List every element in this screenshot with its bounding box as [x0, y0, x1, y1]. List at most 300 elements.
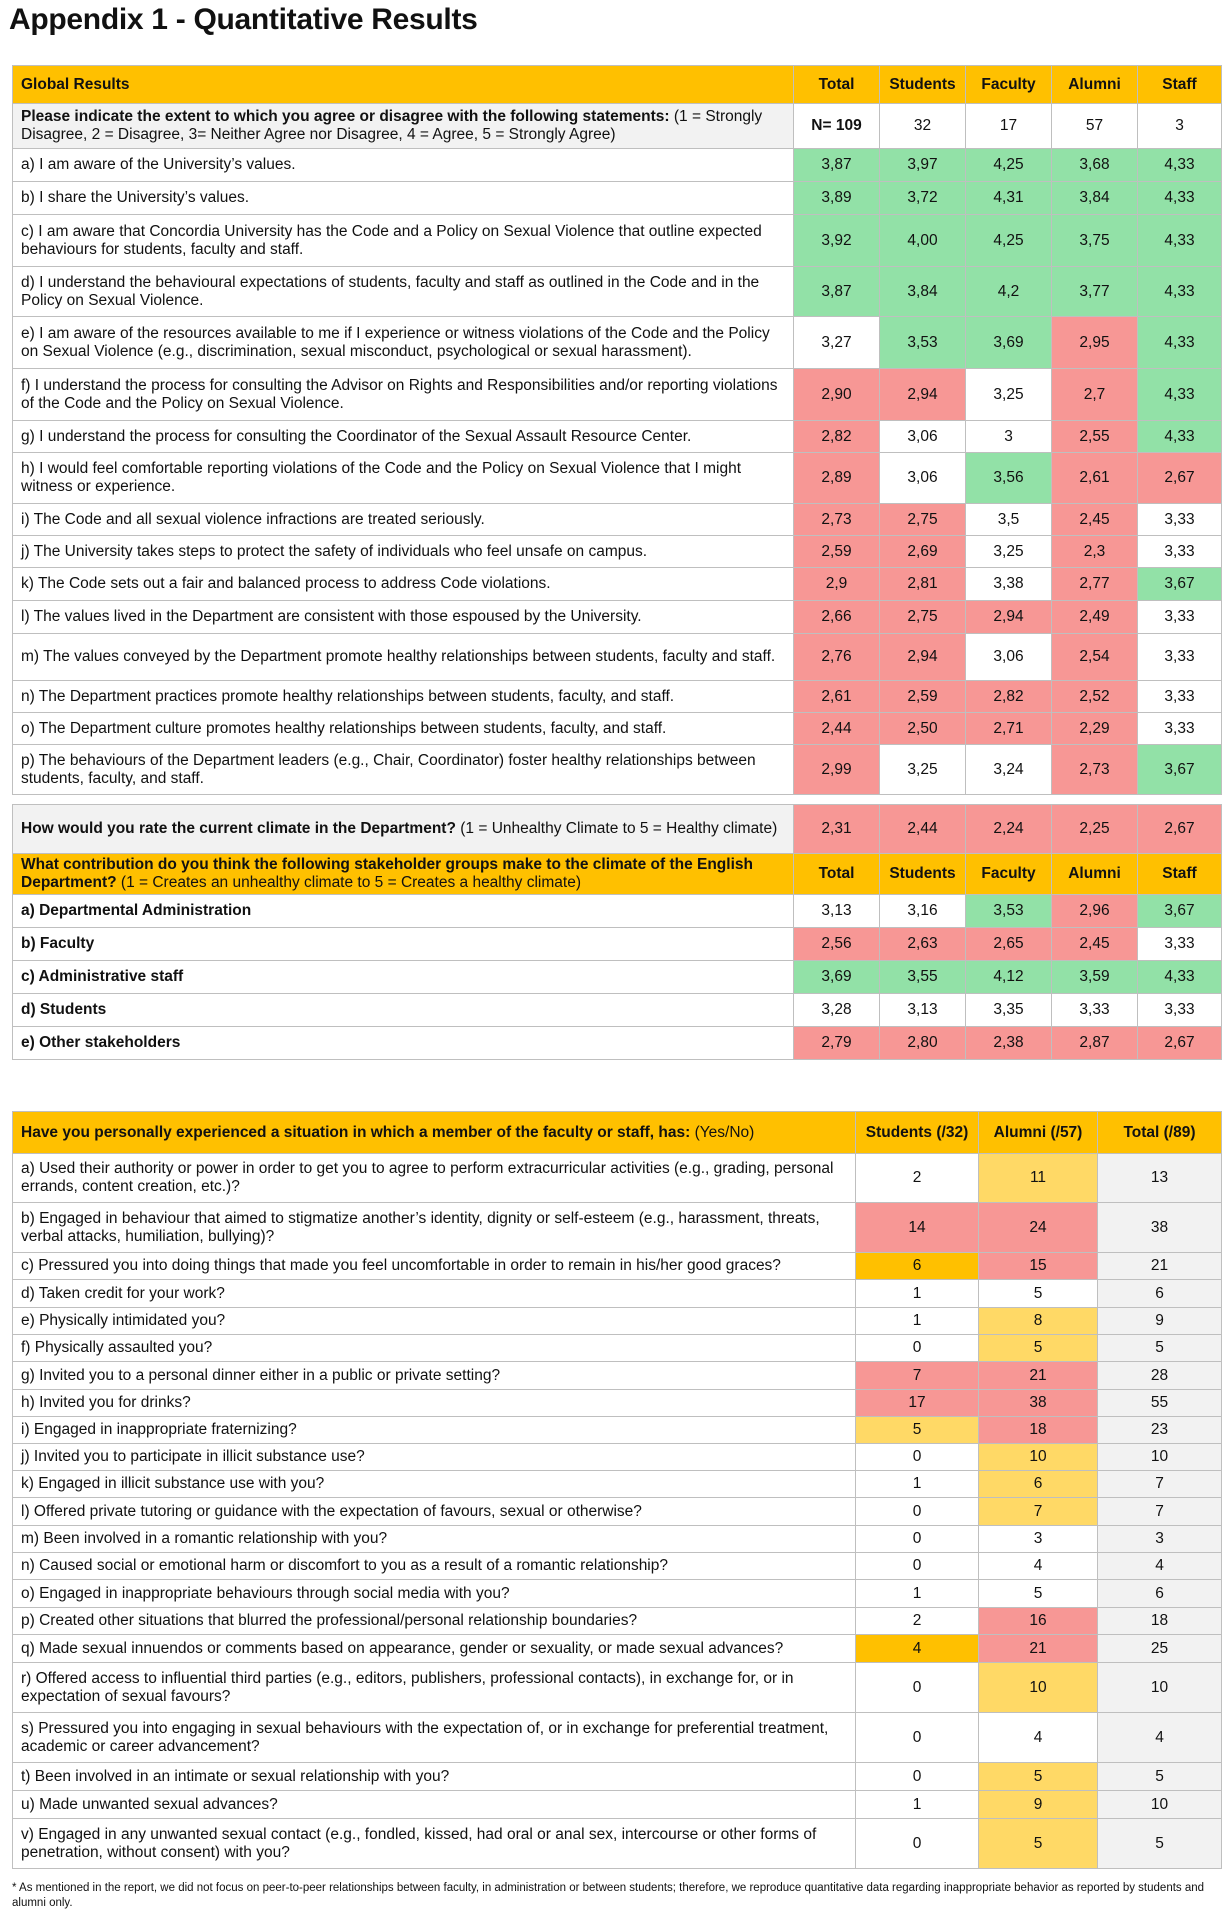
count-cell: 7 [856, 1362, 979, 1390]
experience-question-scale: (Yes/No) [690, 1123, 755, 1141]
count-cell: 1 [856, 1580, 979, 1608]
statement-label: n) The Department practices promote healthy relationships between students, faculty, and staff. [13, 681, 794, 713]
experience-label: v) Engaged in any unwanted sexual contact (e.g., fondled, kissed, had oral or anal sex, intercourse or other forms of penetration, without consent) with you? [13, 1819, 856, 1869]
experience-label: k) Engaged in illicit substance use with you? [13, 1471, 856, 1498]
score-cell: 3,06 [966, 634, 1052, 681]
experience-row [13, 1308, 1222, 1335]
statement-row [13, 601, 1222, 634]
count-cell: 0 [856, 1763, 979, 1791]
statement-label: m) The values conveyed by the Department promote healthy relationships between students, faculty and staff. [13, 634, 794, 681]
experience-row [13, 1663, 1222, 1713]
count-cell: 10 [1098, 1663, 1222, 1713]
experience-row [13, 1713, 1222, 1763]
experience-row [13, 1608, 1222, 1635]
count-cell: 4 [856, 1635, 979, 1663]
statement-row [13, 453, 1222, 504]
count-cell: 38 [1098, 1203, 1222, 1253]
count-cell: 3 [979, 1526, 1098, 1553]
score-cell: 4,00 [880, 215, 966, 267]
climate-row [13, 805, 1222, 854]
score-cell: 2,61 [794, 681, 880, 713]
score-cell: 3,87 [794, 267, 880, 317]
stakeholder-score-cell: 2,63 [880, 928, 966, 961]
score-cell: 4,33 [1138, 182, 1222, 215]
experience-row [13, 1253, 1222, 1280]
stakeholder-score-cell: 3,33 [1138, 928, 1222, 961]
count-cell: 1 [856, 1308, 979, 1335]
sample-size-alumni: 57 [1052, 104, 1138, 149]
count-cell: 6 [1098, 1280, 1222, 1308]
score-cell: 3,89 [794, 182, 880, 215]
score-cell: 3,27 [794, 317, 880, 369]
experience-label: j) Invited you to participate in illicit substance use? [13, 1444, 856, 1471]
experience-row [13, 1280, 1222, 1308]
count-cell: 1 [856, 1471, 979, 1498]
score-cell: 4,33 [1138, 215, 1222, 267]
statement-label: b) I share the University’s values. [13, 182, 794, 215]
statement-row [13, 267, 1222, 317]
column-header-alumni: Alumni [1052, 66, 1138, 104]
count-cell: 7 [1098, 1498, 1222, 1526]
score-cell: 2,66 [794, 601, 880, 634]
experience-row [13, 1763, 1222, 1791]
experience-table [12, 1111, 1222, 1869]
score-cell: 4,33 [1138, 149, 1222, 182]
score-cell: 3,53 [880, 317, 966, 369]
stakeholder-label: e) Other stakeholders [13, 1027, 794, 1060]
stakeholder-row [13, 961, 1222, 994]
count-cell: 5 [979, 1819, 1098, 1869]
score-cell: 2,99 [794, 745, 880, 795]
statement-label: g) I understand the process for consulting the Coordinator of the Sexual Assault Resource Center. [13, 421, 794, 453]
stakeholder-score-cell: 2,80 [880, 1027, 966, 1060]
score-cell: 3,33 [1138, 713, 1222, 745]
count-cell: 18 [979, 1417, 1098, 1444]
count-cell: 0 [856, 1498, 979, 1526]
stakeholder-column-header: Students [880, 854, 966, 895]
experience-row [13, 1390, 1222, 1417]
experience-row [13, 1498, 1222, 1526]
statement-row [13, 568, 1222, 601]
sample-size-staff: 3 [1138, 104, 1222, 149]
experience-label: t) Been involved in an intimate or sexual relationship with you? [13, 1763, 856, 1791]
count-cell: 5 [979, 1580, 1098, 1608]
count-cell: 0 [856, 1663, 979, 1713]
experience-row [13, 1580, 1222, 1608]
experience-label: l) Offered private tutoring or guidance with the expectation of favours, sexual or otherwise? [13, 1498, 856, 1526]
score-cell: 3,72 [880, 182, 966, 215]
count-cell: 10 [1098, 1444, 1222, 1471]
score-cell: 2,69 [880, 536, 966, 568]
count-cell: 9 [979, 1791, 1098, 1819]
score-cell: 3,25 [880, 745, 966, 795]
score-cell: 2,94 [966, 601, 1052, 634]
experience-row [13, 1335, 1222, 1362]
count-cell: 4 [1098, 1713, 1222, 1763]
count-cell: 6 [856, 1253, 979, 1280]
score-cell: 2,75 [880, 504, 966, 536]
count-cell: 1 [856, 1791, 979, 1819]
stakeholder-column-header: Alumni [1052, 854, 1138, 895]
column-header-total: Total [794, 66, 880, 104]
score-cell: 2,44 [794, 713, 880, 745]
score-cell: 3,69 [966, 317, 1052, 369]
stakeholder-score-cell: 2,87 [1052, 1027, 1138, 1060]
experience-row [13, 1471, 1222, 1498]
score-cell: 2,75 [880, 601, 966, 634]
count-cell: 6 [979, 1471, 1098, 1498]
statement-row [13, 149, 1222, 182]
count-cell: 23 [1098, 1417, 1222, 1444]
count-cell: 1 [856, 1280, 979, 1308]
score-cell: 3,06 [880, 453, 966, 504]
stakeholder-row [13, 895, 1222, 928]
column-header-staff: Staff [1138, 66, 1222, 104]
climate-score-cell: 2,25 [1052, 805, 1138, 854]
stakeholder-score-cell: 3,69 [794, 961, 880, 994]
experience-row [13, 1203, 1222, 1253]
statement-label: k) The Code sets out a fair and balanced process to address Code violations. [13, 568, 794, 601]
score-cell: 2,45 [1052, 504, 1138, 536]
experience-label: m) Been involved in a romantic relationship with you? [13, 1526, 856, 1553]
score-cell: 3 [966, 421, 1052, 453]
count-cell: 9 [1098, 1308, 1222, 1335]
experience-row [13, 1417, 1222, 1444]
count-cell: 10 [979, 1663, 1098, 1713]
footnote: * As mentioned in the report, we did not focus on peer-to-peer relationships between faculty, in administration or between students; therefore, we reproduce quantitative data regarding inappropriate behavior as reported by students and alumni only. [12, 1882, 1205, 1909]
score-cell: 3,33 [1138, 504, 1222, 536]
score-cell: 2,61 [1052, 453, 1138, 504]
stakeholder-label: c) Administrative staff [13, 961, 794, 994]
score-cell: 4,2 [966, 267, 1052, 317]
statement-row [13, 713, 1222, 745]
score-cell: 2,77 [1052, 568, 1138, 601]
experience-row [13, 1553, 1222, 1580]
score-cell: 3,25 [966, 536, 1052, 568]
score-cell: 2,81 [880, 568, 966, 601]
count-cell: 4 [979, 1553, 1098, 1580]
count-cell: 16 [979, 1608, 1098, 1635]
score-cell: 4,25 [966, 215, 1052, 267]
stakeholder-column-header: Total [794, 854, 880, 895]
count-cell: 28 [1098, 1362, 1222, 1390]
stakeholder-row [13, 928, 1222, 961]
count-cell: 38 [979, 1390, 1098, 1417]
experience-label: r) Offered access to influential third parties (e.g., editors, publishers, professional contacts), in exchange for, or in expectation of sexual favours? [13, 1663, 856, 1713]
score-cell: 2,95 [1052, 317, 1138, 369]
score-cell: 3,06 [880, 421, 966, 453]
score-cell: 4,33 [1138, 421, 1222, 453]
statement-label: f) I understand the process for consulting the Advisor on Rights and Responsibilities and/or reporting violations of the Code and the Policy on Sexual Violence. [13, 369, 794, 421]
stakeholder-score-cell: 3,13 [880, 994, 966, 1027]
count-cell: 7 [1098, 1471, 1222, 1498]
sample-size-students: 32 [880, 104, 966, 149]
statement-label: o) The Department culture promotes healthy relationships between students, faculty, and staff. [13, 713, 794, 745]
score-cell: 2,73 [1052, 745, 1138, 795]
stakeholder-column-header: Staff [1138, 854, 1222, 895]
sample-size-total: N= 109 [794, 104, 880, 149]
stakeholder-score-cell: 3,59 [1052, 961, 1138, 994]
stakeholder-score-cell: 3,13 [794, 895, 880, 928]
score-cell: 2,55 [1052, 421, 1138, 453]
score-cell: 2,7 [1052, 369, 1138, 421]
count-cell: 21 [979, 1635, 1098, 1663]
count-cell: 18 [1098, 1608, 1222, 1635]
stakeholder-score-cell: 2,56 [794, 928, 880, 961]
score-cell: 3,33 [1138, 536, 1222, 568]
count-cell: 8 [979, 1308, 1098, 1335]
experience-label: i) Engaged in inappropriate fraternizing? [13, 1417, 856, 1444]
count-cell: 2 [856, 1154, 979, 1203]
count-cell: 0 [856, 1444, 979, 1471]
stakeholder-header-row [13, 854, 1222, 895]
climate-score-cell: 2,31 [794, 805, 880, 854]
count-cell: 5 [856, 1417, 979, 1444]
score-cell: 3,68 [1052, 149, 1138, 182]
stakeholder-score-cell: 3,53 [966, 895, 1052, 928]
score-cell: 2,49 [1052, 601, 1138, 634]
score-cell: 3,67 [1138, 568, 1222, 601]
count-cell: 13 [1098, 1154, 1222, 1203]
score-cell: 3,25 [966, 369, 1052, 421]
stakeholder-score-cell: 2,67 [1138, 1027, 1222, 1060]
count-cell: 5 [979, 1335, 1098, 1362]
count-cell: 3 [1098, 1526, 1222, 1553]
experience-row [13, 1635, 1222, 1663]
score-cell: 3,33 [1138, 634, 1222, 681]
score-cell: 2,50 [880, 713, 966, 745]
climate-score-cell: 2,44 [880, 805, 966, 854]
score-cell: 3,33 [1138, 601, 1222, 634]
statement-row [13, 215, 1222, 267]
stakeholder-score-cell: 2,45 [1052, 928, 1138, 961]
count-cell: 2 [856, 1608, 979, 1635]
column-header-students: Students [880, 66, 966, 104]
stakeholder-question-scale: (1 = Creates an unhealthy climate to 5 = Creates a healthy climate) [116, 874, 581, 891]
stakeholder-score-cell: 2,96 [1052, 895, 1138, 928]
score-cell: 4,33 [1138, 369, 1222, 421]
stakeholder-score-cell: 2,65 [966, 928, 1052, 961]
column-header-students-count: Students (/32) [856, 1112, 979, 1154]
score-cell: 2,94 [880, 369, 966, 421]
column-header-alumni-count: Alumni (/57) [979, 1112, 1098, 1154]
score-cell: 2,3 [1052, 536, 1138, 568]
page-title: Appendix 1 - Quantitative Results [9, 3, 478, 36]
statement-label: e) I am aware of the resources available to me if I experience or witness violations of the Code and the Policy on Sexual Violence (e.g., discrimination, sexual misconduct, psychological or sexual harassment). [13, 317, 794, 369]
stakeholder-score-cell: 3,16 [880, 895, 966, 928]
experience-label: f) Physically assaulted you? [13, 1335, 856, 1362]
stakeholder-row [13, 1027, 1222, 1060]
sample-size-faculty: 17 [966, 104, 1052, 149]
score-cell: 4,25 [966, 149, 1052, 182]
statement-label: c) I am aware that Concordia University has the Code and a Policy on Sexual Violence that outline expected behaviours for students, faculty and staff. [13, 215, 794, 267]
score-cell: 2,73 [794, 504, 880, 536]
count-cell: 0 [856, 1713, 979, 1763]
count-cell: 21 [979, 1362, 1098, 1390]
climate-question [13, 805, 794, 854]
experience-header-row [13, 1112, 1222, 1154]
count-cell: 5 [1098, 1763, 1222, 1791]
statement-row [13, 745, 1222, 795]
climate-question-text: How would you rate the current climate in the Department? [21, 820, 456, 837]
statement-row [13, 634, 1222, 681]
statement-label: a) I am aware of the University’s values. [13, 149, 794, 182]
experience-row [13, 1526, 1222, 1553]
experience-label: g) Invited you to a personal dinner either in a public or private setting? [13, 1362, 856, 1390]
statement-row [13, 182, 1222, 215]
stakeholder-score-cell: 3,28 [794, 994, 880, 1027]
statement-row [13, 421, 1222, 453]
score-cell: 2,59 [794, 536, 880, 568]
global-results-heading: Global Results [13, 66, 794, 104]
score-cell: 3,84 [1052, 182, 1138, 215]
global-results-table [12, 65, 1222, 1060]
stakeholder-score-cell: 2,79 [794, 1027, 880, 1060]
score-cell: 4,33 [1138, 267, 1222, 317]
experience-question [13, 1112, 856, 1154]
section-spacer [13, 795, 1222, 805]
count-cell: 24 [979, 1203, 1098, 1253]
count-cell: 0 [856, 1526, 979, 1553]
statement-row [13, 681, 1222, 713]
stakeholder-score-cell: 2,38 [966, 1027, 1052, 1060]
stakeholder-score-cell: 3,67 [1138, 895, 1222, 928]
count-cell: 0 [856, 1553, 979, 1580]
experience-label: c) Pressured you into doing things that made you feel uncomfortable in order to remain in his/her good graces? [13, 1253, 856, 1280]
count-cell: 55 [1098, 1390, 1222, 1417]
score-cell: 3,67 [1138, 745, 1222, 795]
count-cell: 21 [1098, 1253, 1222, 1280]
statement-row [13, 317, 1222, 369]
statement-label: j) The University takes steps to protect the safety of individuals who feel unsafe on campus. [13, 536, 794, 568]
experience-label: s) Pressured you into engaging in sexual behaviours with the expectation of, or in exchange for preferential treatment, academic or career advancement? [13, 1713, 856, 1763]
experience-label: b) Engaged in behaviour that aimed to stigmatize another’s identity, dignity or self-esteem (e.g., harassment, threats, verbal attacks, humiliation, bullying)? [13, 1203, 856, 1253]
experience-row [13, 1154, 1222, 1203]
experience-row [13, 1362, 1222, 1390]
stakeholder-score-cell: 3,33 [1052, 994, 1138, 1027]
count-cell: 25 [1098, 1635, 1222, 1663]
stakeholder-score-cell: 3,55 [880, 961, 966, 994]
count-cell: 14 [856, 1203, 979, 1253]
stakeholder-row [13, 994, 1222, 1027]
statement-label: i) The Code and all sexual violence infractions are treated seriously. [13, 504, 794, 536]
score-cell: 2,29 [1052, 713, 1138, 745]
statement-label: p) The behaviours of the Department leaders (e.g., Chair, Coordinator) foster healthy relationships between students, faculty, and staff. [13, 745, 794, 795]
count-cell: 4 [1098, 1553, 1222, 1580]
column-header-faculty: Faculty [966, 66, 1052, 104]
climate-question-scale: (1 = Unhealthy Climate to 5 = Healthy climate) [455, 820, 778, 837]
score-cell: 3,77 [1052, 267, 1138, 317]
count-cell: 5 [979, 1280, 1098, 1308]
count-cell: 10 [979, 1444, 1098, 1471]
stakeholder-question-text: What contribution do you think the following stakeholder groups make to the climate of the English Department? [21, 856, 753, 891]
statement-label: l) The values lived in the Department are consistent with those espoused by the University. [13, 601, 794, 634]
score-cell: 4,33 [1138, 317, 1222, 369]
climate-score-cell: 2,24 [966, 805, 1052, 854]
count-cell: 7 [979, 1498, 1098, 1526]
score-cell: 2,90 [794, 369, 880, 421]
statement-row [13, 536, 1222, 568]
score-cell: 3,92 [794, 215, 880, 267]
experience-question-text: Have you personally experienced a situation in which a member of the faculty or staff, has: [21, 1123, 691, 1141]
statement-intro-text [13, 104, 794, 149]
statement-label: d) I understand the behavioural expectations of students, faculty and staff as outlined in the Code and in the Policy on Sexual Violence. [13, 267, 794, 317]
count-cell: 4 [979, 1713, 1098, 1763]
score-cell: 3,24 [966, 745, 1052, 795]
experience-label: u) Made unwanted sexual advances? [13, 1791, 856, 1819]
statement-row [13, 369, 1222, 421]
score-cell: 3,75 [1052, 215, 1138, 267]
stakeholder-question [13, 854, 794, 895]
count-cell: 5 [979, 1763, 1098, 1791]
score-cell: 3,84 [880, 267, 966, 317]
score-cell: 2,67 [1138, 453, 1222, 504]
score-cell: 2,9 [794, 568, 880, 601]
score-cell: 4,31 [966, 182, 1052, 215]
column-header-total-count: Total (/89) [1098, 1112, 1222, 1154]
count-cell: 17 [856, 1390, 979, 1417]
score-cell: 2,54 [1052, 634, 1138, 681]
experience-label: n) Caused social or emotional harm or discomfort to you as a result of a romantic relationship? [13, 1553, 856, 1580]
experience-row [13, 1791, 1222, 1819]
global-results-header-row [13, 66, 1222, 104]
count-cell: 0 [856, 1335, 979, 1362]
score-cell: 2,52 [1052, 681, 1138, 713]
stakeholder-score-cell: 3,33 [1138, 994, 1222, 1027]
climate-score-cell: 2,67 [1138, 805, 1222, 854]
score-cell: 3,97 [880, 149, 966, 182]
score-cell: 2,89 [794, 453, 880, 504]
statement-row [13, 504, 1222, 536]
experience-row [13, 1819, 1222, 1869]
experience-label: o) Engaged in inappropriate behaviours through social media with you? [13, 1580, 856, 1608]
statement-intro-scale: (1 = Strongly Disagree, 2 = Disagree, 3= Neither Agree nor Disagree, 4 = Agree, 5 = Strongly Agree) [21, 108, 763, 143]
count-cell: 5 [1098, 1819, 1222, 1869]
score-cell: 3,5 [966, 504, 1052, 536]
score-cell: 2,59 [880, 681, 966, 713]
experience-label: e) Physically intimidated you? [13, 1308, 856, 1335]
count-cell: 15 [979, 1253, 1098, 1280]
stakeholder-score-cell: 4,12 [966, 961, 1052, 994]
score-cell: 3,38 [966, 568, 1052, 601]
score-cell: 2,76 [794, 634, 880, 681]
score-cell: 2,82 [966, 681, 1052, 713]
statement-intro-row [13, 104, 1222, 149]
experience-label: d) Taken credit for your work? [13, 1280, 856, 1308]
score-cell: 2,82 [794, 421, 880, 453]
stakeholder-score-cell: 3,35 [966, 994, 1052, 1027]
experience-label: p) Created other situations that blurred the professional/personal relationship boundaries? [13, 1608, 856, 1635]
experience-label: q) Made sexual innuendos or comments based on appearance, gender or sexuality, or made sexual advances? [13, 1635, 856, 1663]
stakeholder-label: b) Faculty [13, 928, 794, 961]
score-cell: 3,33 [1138, 681, 1222, 713]
score-cell: 3,56 [966, 453, 1052, 504]
experience-row [13, 1444, 1222, 1471]
score-cell: 2,94 [880, 634, 966, 681]
statement-intro-question: Please indicate the extent to which you agree or disagree with the following statements: [21, 108, 670, 125]
count-cell: 0 [856, 1819, 979, 1869]
stakeholder-label: a) Departmental Administration [13, 895, 794, 928]
score-cell: 3,87 [794, 149, 880, 182]
experience-label: a) Used their authority or power in order to get you to agree to perform extracurricular activities (e.g., grading, personal errands, content creation, etc.)? [13, 1154, 856, 1203]
stakeholder-score-cell: 4,33 [1138, 961, 1222, 994]
stakeholder-column-header: Faculty [966, 854, 1052, 895]
count-cell: 10 [1098, 1791, 1222, 1819]
stakeholder-label: d) Students [13, 994, 794, 1027]
statement-label: h) I would feel comfortable reporting violations of the Code and the Policy on Sexual Violence that I might witness or experience. [13, 453, 794, 504]
count-cell: 11 [979, 1154, 1098, 1203]
count-cell: 5 [1098, 1335, 1222, 1362]
